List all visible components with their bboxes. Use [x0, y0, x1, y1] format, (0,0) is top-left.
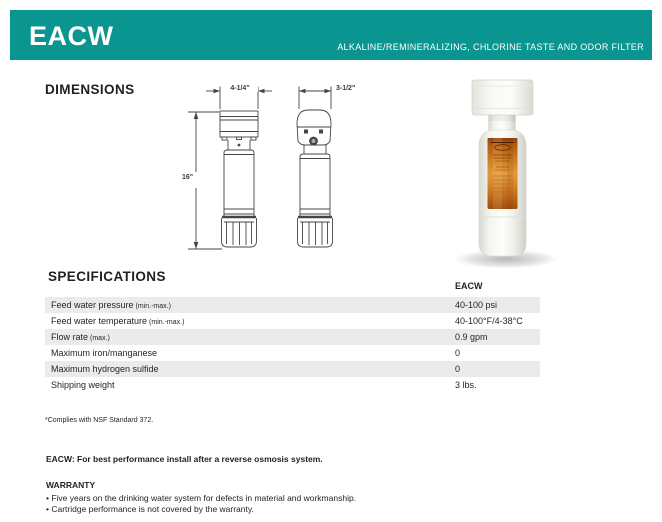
spec-row — [45, 313, 540, 329]
spec-note: (min.-max.) — [135, 303, 171, 310]
nsf-footnote: *Complies with NSF Standard 372. — [45, 417, 154, 424]
spec-value: 0 — [455, 348, 461, 358]
spec-label: Flow rate (max.) — [51, 332, 110, 342]
spec-note: (min.-max.) — [149, 319, 185, 326]
spec-label: Maximum hydrogen sulfide — [51, 364, 159, 374]
spec-row — [45, 377, 540, 393]
spec-label: Maximum iron/manganese — [51, 348, 158, 358]
dim-label-front-width: 4-1/4" — [222, 85, 258, 92]
dim-label-height: 16" — [182, 174, 194, 181]
spec-row — [45, 297, 540, 313]
spec-row — [45, 329, 540, 345]
header-band — [10, 10, 652, 60]
product-photo — [440, 76, 630, 271]
dim-label-side-width: 3-1/2" — [336, 85, 356, 92]
spec-label: Shipping weight — [51, 380, 115, 390]
warranty-heading: WARRANTY — [46, 480, 96, 490]
spec-value: 0.9 gpm — [455, 332, 488, 342]
spec-label: Feed water pressure (min.-max.) — [51, 300, 171, 310]
dimensions-heading: DIMENSIONS — [45, 82, 135, 97]
specifications-heading: SPECIFICATIONS — [48, 269, 166, 284]
spec-value: 40-100°F/4-38°C — [455, 316, 523, 326]
spec-note: (max.) — [90, 335, 110, 342]
spec-row — [45, 361, 540, 377]
spec-table — [45, 297, 540, 393]
spec-column-header: EACW — [455, 281, 483, 291]
header-subtitle: ALKALINE/REMINERALIZING, CHLORINE TASTE AND ODOR FILTER — [337, 42, 644, 52]
front-view-drawing — [188, 87, 272, 250]
technical-drawings — [180, 84, 380, 256]
warranty-item: • Cartridge performance is not covered by the warranty. — [46, 504, 254, 514]
warranty-item: • Five years on the drinking water system for defects in material and workmanship. — [46, 493, 357, 503]
install-note: EACW: For best performance install after a reverse osmosis system. — [46, 454, 323, 464]
spec-value: 3 lbs. — [455, 380, 477, 390]
spec-value: 40-100 psi — [455, 300, 498, 310]
side-view-drawing — [297, 87, 333, 248]
product-title: EACW — [29, 21, 114, 51]
spec-row — [45, 345, 540, 361]
spec-value: 0 — [455, 364, 461, 374]
spec-label: Feed water temperature (min.-max.) — [51, 316, 185, 326]
